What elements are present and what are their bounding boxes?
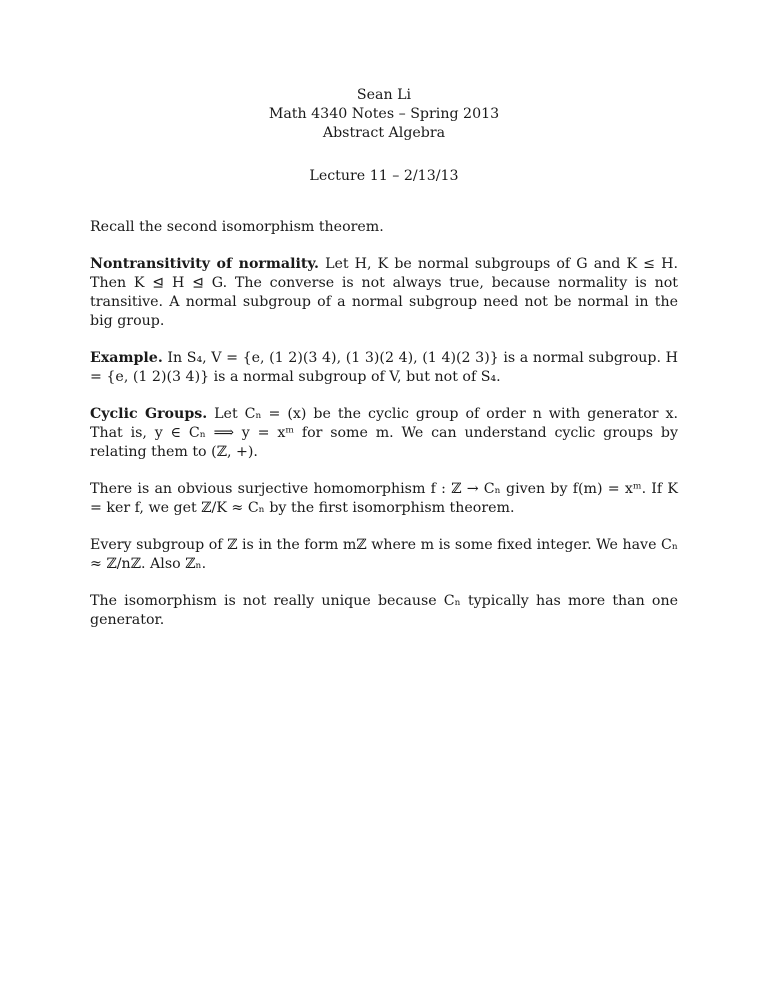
cyclic-groups-body: Let Cₙ = (x) be the cyclic group of order n with generator x. That is, y ∈ Cₙ ⟹ y = xᵐ for some m. We can understand cyclic groups by relating them to (ℤ, +). bbox=[90, 406, 678, 460]
cyclic-groups-paragraph bbox=[90, 405, 678, 462]
example-heading: Example. bbox=[90, 350, 163, 366]
document-header bbox=[90, 86, 678, 143]
subject-title: Abstract Algebra bbox=[322, 125, 446, 141]
course-title: Math 4340 Notes – Spring 2013 bbox=[268, 106, 500, 122]
recall-paragraph: Recall the second isomorphism theorem. bbox=[90, 219, 384, 235]
example-body: In S₄, V = {e, (1 2)(3 4), (1 3)(2 4), (1 4)(2 3)} is a normal subgroup. H = {e, (1 2)(3 4)} is a normal subgroup of V, but not of S₄. bbox=[90, 350, 678, 385]
lecture-title: Lecture 11 – 2/13/13 bbox=[309, 168, 459, 184]
example-paragraph bbox=[90, 349, 678, 387]
nontransitivity-paragraph bbox=[90, 255, 678, 331]
cyclic-groups-heading: Cyclic Groups. bbox=[90, 406, 208, 422]
author-name: Sean Li bbox=[356, 87, 412, 103]
isomorphism-unique-paragraph: The isomorphism is not really unique because Cₙ typically has more than one generator. bbox=[90, 593, 678, 628]
nontransitivity-heading: Nontransitivity of normality. bbox=[90, 256, 319, 272]
subgroup-z-paragraph: Every subgroup of ℤ is in the form mℤ where m is some fixed integer. We have Cₙ ≈ ℤ/nℤ. Also ℤₙ. bbox=[90, 537, 678, 572]
document-page bbox=[90, 86, 678, 630]
homomorphism-paragraph: There is an obvious surjective homomorphism f : ℤ → Cₙ given by f(m) = xᵐ. If K = ker f, we get ℤ/K ≈ Cₙ by the first isomorphism theorem. bbox=[90, 481, 678, 516]
nontransitivity-body: Let H, K be normal subgroups of G and K ≤ H. Then K ⊴ H ⊴ G. The converse is not always true, because normality is not transitive. A normal subgroup of a normal subgroup need not be normal in the big group. bbox=[90, 256, 678, 329]
